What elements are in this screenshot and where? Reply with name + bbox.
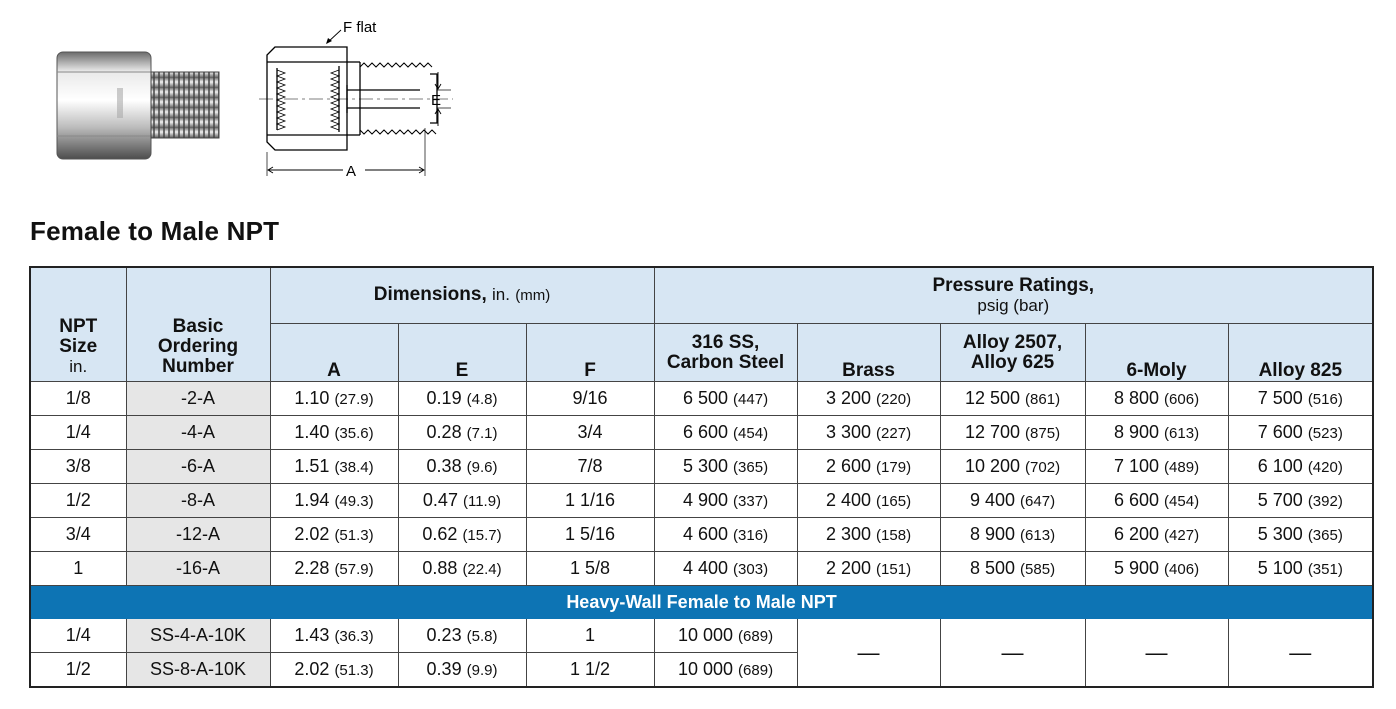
cell-dim-e-metric: (9.6) <box>466 459 498 476</box>
cell-rating-316ss-metric: (689) <box>738 662 774 679</box>
cell-npt-size <box>30 416 126 450</box>
header-col-e: E <box>398 324 526 382</box>
cell-rating-316ss-metric: (454) <box>733 425 769 442</box>
cell-dim-a-value: 1.43 <box>294 625 330 645</box>
cell-rating-6moly-metric: (613) <box>1164 425 1200 442</box>
cell-rating-alloy825 <box>1228 552 1373 586</box>
cell-rating-alloy2507-value: 12 500 <box>964 388 1021 408</box>
cell-dim-a <box>270 450 398 484</box>
cell-npt-size <box>30 518 126 552</box>
cell-dim-a <box>270 518 398 552</box>
header-ordering-1: Basic <box>172 316 224 337</box>
cell-rating-alloy825-value: 7 600 <box>1257 422 1303 442</box>
cell-rating-6moly-value: 8 800 <box>1113 388 1160 408</box>
cell-rating-alloy2507-metric: (702) <box>1025 459 1061 476</box>
cell-ordering-number <box>126 450 270 484</box>
cell-rating-brass-metric: (158) <box>876 527 912 544</box>
cell-rating-6moly <box>1085 450 1228 484</box>
cell-dim-e-metric: (4.8) <box>466 391 498 408</box>
cell-rating-brass-metric: (151) <box>876 561 912 578</box>
cell-dim-e-metric: (5.8) <box>466 628 498 645</box>
cell-rating-brass-value: 2 400 <box>825 490 872 510</box>
cell-dim-e-value: 0.28 <box>426 422 462 442</box>
cell-npt-size <box>30 450 126 484</box>
cell-dim-e <box>398 518 526 552</box>
cell-ordering-number <box>126 382 270 416</box>
cell-rating-316ss-metric: (316) <box>733 527 769 544</box>
cell-rating-6moly <box>1085 552 1228 586</box>
header-npt-size <box>30 267 126 382</box>
cell-npt-size-value: 1/2 <box>65 490 91 510</box>
cell-rating-brass-value: 2 200 <box>825 558 872 578</box>
cell-ordering-number-value: SS-8-A-10K <box>149 659 247 679</box>
cell-dim-a-value: 1.94 <box>294 490 330 510</box>
cell-rating-alloy825 <box>1228 416 1373 450</box>
header-dimensions-label: Dimensions, <box>373 284 487 305</box>
table-row <box>30 416 1373 450</box>
header-alloy2507-line1: Alloy 2507, <box>962 331 1063 353</box>
cell-rating-6moly <box>1085 416 1228 450</box>
cell-ordering-number-value: -4-A <box>180 422 215 442</box>
cell-rating-alloy825-value: 7 500 <box>1257 388 1303 408</box>
cell-rating-brass <box>797 416 940 450</box>
cell-npt-size <box>30 619 126 653</box>
cell-rating-alloy2507 <box>940 416 1085 450</box>
cell-ordering-number-value: -2-A <box>180 388 215 408</box>
cell-dim-f <box>526 450 654 484</box>
cell-ordering-number <box>126 619 270 653</box>
cell-dim-e-value: 0.88 <box>422 558 458 578</box>
cell-dim-f <box>526 484 654 518</box>
cell-dim-e-metric: (11.9) <box>462 493 502 510</box>
cell-rating-6moly-value: 5 900 <box>1113 558 1160 578</box>
cell-dim-f-value: 1 5/8 <box>569 558 611 578</box>
cell-rating-alloy2507 <box>940 450 1085 484</box>
cell-rating-alloy825-metric: (351) <box>1307 561 1343 578</box>
cell-ordering-number <box>126 653 270 688</box>
cell-dim-a-value: 2.02 <box>294 524 330 544</box>
cell-rating-brass-metric: (220) <box>876 391 912 408</box>
header-material-alloy825: Alloy 825 <box>1228 324 1373 382</box>
cell-rating-6moly-metric: (427) <box>1164 527 1200 544</box>
cell-npt-size-value: 1/2 <box>65 659 91 679</box>
header-alloy2507-line2: Alloy 625 <box>970 351 1055 373</box>
cell-dim-e-value: 0.47 <box>422 490 458 510</box>
cell-rating-316ss <box>654 416 797 450</box>
cell-dim-f <box>526 518 654 552</box>
cell-rating-brass <box>797 518 940 552</box>
cell-rating-brass-value: 2 600 <box>825 456 872 476</box>
cell-ordering-number-value: -8-A <box>180 490 215 510</box>
table-row <box>30 382 1373 416</box>
cell-npt-size-value: 1/8 <box>65 388 91 408</box>
header-ordering-2: Ordering <box>157 336 239 357</box>
header-ordering-3: Number <box>162 356 234 377</box>
cell-dim-e-value: 0.38 <box>426 456 462 476</box>
cell-rating-alloy2507-metric: (585) <box>1020 561 1056 578</box>
cell-dim-e <box>398 653 526 688</box>
cell-dim-e <box>398 619 526 653</box>
cell-rating-6moly-metric: (606) <box>1164 391 1200 408</box>
cell-rating-brass-value: 2 300 <box>825 524 872 544</box>
cell-rating-6moly-metric: (489) <box>1164 459 1200 476</box>
cell-rating-6moly-metric: (454) <box>1164 493 1200 510</box>
cell-rating-alloy2507-value: 9 400 <box>969 490 1016 510</box>
cell-dim-a-metric: (36.3) <box>334 628 374 645</box>
cell-rating-316ss <box>654 484 797 518</box>
cell-dim-e-metric: (15.7) <box>462 527 502 544</box>
cell-rating-316ss-value: 10 000 <box>677 625 734 645</box>
cell-dim-f <box>526 382 654 416</box>
cell-ordering-number-value: -6-A <box>180 456 215 476</box>
cell-dim-f-value: 1 1/16 <box>564 490 616 510</box>
cell-dim-a <box>270 619 398 653</box>
header-material-6moly: 6-Moly <box>1085 324 1228 382</box>
cell-npt-size-value: 3/8 <box>65 456 91 476</box>
cell-rating-alloy825 <box>1228 382 1373 416</box>
cell-rating-6moly <box>1085 382 1228 416</box>
cell-rating-alloy2507-na: — <box>940 619 1085 688</box>
cell-dim-a <box>270 484 398 518</box>
cell-rating-alloy825-metric: (523) <box>1307 425 1343 442</box>
cell-rating-brass <box>797 484 940 518</box>
heavy-wall-title: Heavy-Wall Female to Male NPT <box>30 586 1373 619</box>
header-dimensions-mm: (mm) <box>515 287 551 304</box>
cell-rating-alloy2507-value: 10 200 <box>964 456 1021 476</box>
cell-dim-a-metric: (51.3) <box>334 662 374 679</box>
cell-rating-6moly <box>1085 518 1228 552</box>
cell-npt-size <box>30 382 126 416</box>
header-size-label: Size <box>59 336 98 357</box>
header-pressure-ratings <box>654 267 1373 324</box>
cell-rating-alloy825 <box>1228 518 1373 552</box>
table-row <box>30 450 1373 484</box>
cell-rating-alloy825 <box>1228 450 1373 484</box>
cell-dim-e <box>398 382 526 416</box>
header-material-brass: Brass <box>797 324 940 382</box>
cell-dim-a-metric: (27.9) <box>334 391 374 408</box>
cell-rating-316ss-metric: (337) <box>733 493 769 510</box>
cell-ordering-number-value: -12-A <box>175 524 220 544</box>
cell-rating-6moly-na: — <box>1085 619 1228 688</box>
cell-ordering-number <box>126 416 270 450</box>
cell-dim-a-metric: (57.9) <box>334 561 374 578</box>
cell-dim-a <box>270 552 398 586</box>
cell-rating-6moly-value: 6 200 <box>1113 524 1160 544</box>
cell-dim-f <box>526 416 654 450</box>
cell-dim-f <box>526 552 654 586</box>
cell-rating-alloy825-value: 5 100 <box>1257 558 1303 578</box>
header-316ss-line2: Carbon Steel <box>666 351 785 373</box>
cell-dim-a-metric: (38.4) <box>334 459 374 476</box>
cell-dim-a-value: 1.10 <box>294 388 330 408</box>
header-ordering-number <box>126 267 270 382</box>
cell-npt-size <box>30 484 126 518</box>
header-col-f: F <box>526 324 654 382</box>
heavy-wall-rows <box>30 586 1373 688</box>
cell-npt-size-value: 1/4 <box>65 422 91 442</box>
cell-rating-alloy825-value: 5 700 <box>1257 490 1303 510</box>
cell-dim-e-value: 0.19 <box>426 388 462 408</box>
cell-dim-a <box>270 382 398 416</box>
cell-rating-alloy2507 <box>940 518 1085 552</box>
cell-rating-316ss-value: 4 900 <box>682 490 729 510</box>
cell-rating-alloy2507 <box>940 382 1085 416</box>
cell-rating-alloy825-metric: (392) <box>1307 493 1343 510</box>
cell-dim-a-value: 2.28 <box>294 558 330 578</box>
cell-rating-alloy2507-metric: (861) <box>1025 391 1061 408</box>
cell-ordering-number <box>126 484 270 518</box>
cell-rating-316ss-value: 4 400 <box>682 558 729 578</box>
header-npt-label: NPT <box>59 316 98 337</box>
cell-rating-brass-metric: (179) <box>876 459 912 476</box>
product-figures <box>0 0 460 190</box>
cell-dim-f <box>526 653 654 688</box>
cell-dim-e <box>398 450 526 484</box>
cell-rating-6moly-metric: (406) <box>1164 561 1200 578</box>
cell-dim-f-value: 1 <box>585 625 596 645</box>
cell-rating-316ss <box>654 450 797 484</box>
cell-npt-size-value: 1/4 <box>65 625 91 645</box>
header-dimensions-in: in. <box>492 285 510 304</box>
cell-rating-alloy2507-metric: (613) <box>1020 527 1056 544</box>
cell-rating-316ss-value: 5 300 <box>682 456 729 476</box>
cell-rating-alloy2507-value: 12 700 <box>964 422 1021 442</box>
cell-dim-e <box>398 484 526 518</box>
cell-dim-e-value: 0.39 <box>426 659 462 679</box>
cell-dim-a-value: 2.02 <box>294 659 330 679</box>
cell-ordering-number-value: -16-A <box>175 558 220 578</box>
cell-rating-brass-value: 3 200 <box>825 388 872 408</box>
cell-rating-316ss-value: 6 600 <box>682 422 729 442</box>
header-size-unit: in. <box>69 357 88 376</box>
cell-dim-e <box>398 416 526 450</box>
cell-dim-e <box>398 552 526 586</box>
cell-rating-alloy825 <box>1228 484 1373 518</box>
cell-dim-e-value: 0.23 <box>426 625 462 645</box>
cell-rating-316ss-metric: (689) <box>738 628 774 645</box>
table-row <box>30 552 1373 586</box>
cell-rating-brass-metric: (227) <box>876 425 912 442</box>
cell-rating-alloy2507-value: 8 500 <box>969 558 1016 578</box>
cell-rating-brass-metric: (165) <box>876 493 912 510</box>
cell-ordering-number <box>126 518 270 552</box>
cell-rating-brass <box>797 382 940 416</box>
cell-dim-a <box>270 416 398 450</box>
header-pressure-unit: psig (bar) <box>977 295 1050 315</box>
cell-ordering-number-value: SS-4-A-10K <box>149 625 247 645</box>
cell-dim-e-metric: (9.9) <box>466 662 498 679</box>
cell-ordering-number <box>126 552 270 586</box>
cell-dim-f-value: 7/8 <box>577 456 603 476</box>
cell-rating-brass <box>797 552 940 586</box>
table-row <box>30 518 1373 552</box>
cell-dim-e-metric: (22.4) <box>462 561 502 578</box>
cell-rating-316ss <box>654 653 797 688</box>
heavy-wall-band <box>30 586 1373 619</box>
cell-dim-f <box>526 619 654 653</box>
standard-rows <box>30 382 1373 586</box>
cell-rating-316ss-value: 6 500 <box>682 388 729 408</box>
a-dimension-label: A <box>346 163 357 180</box>
cell-dim-e-value: 0.62 <box>422 524 458 544</box>
spec-table <box>29 266 1374 688</box>
cell-npt-size-value: 1 <box>73 558 84 578</box>
cell-rating-alloy2507-value: 8 900 <box>969 524 1016 544</box>
cell-dim-a-value: 1.40 <box>294 422 330 442</box>
cell-rating-6moly <box>1085 484 1228 518</box>
cell-rating-6moly-value: 8 900 <box>1113 422 1160 442</box>
cell-npt-size-value: 3/4 <box>65 524 91 544</box>
table-row <box>30 484 1373 518</box>
dimension-drawing <box>255 10 455 185</box>
cell-rating-alloy825-value: 5 300 <box>1257 524 1303 544</box>
cell-rating-alloy2507 <box>940 552 1085 586</box>
cell-rating-alloy825-na: — <box>1228 619 1373 688</box>
cell-rating-316ss-metric: (303) <box>733 561 769 578</box>
cell-dim-f-value: 3/4 <box>577 422 603 442</box>
cell-rating-alloy2507-metric: (647) <box>1020 493 1056 510</box>
cell-dim-a-metric: (51.3) <box>334 527 374 544</box>
header-col-a: A <box>270 324 398 382</box>
cell-dim-a-value: 1.51 <box>294 456 330 476</box>
cell-dim-f-value: 9/16 <box>572 388 608 408</box>
fitting-photo <box>55 48 230 163</box>
cell-rating-316ss-metric: (365) <box>733 459 769 476</box>
cell-rating-alloy825-value: 6 100 <box>1257 456 1303 476</box>
cell-rating-6moly-value: 7 100 <box>1113 456 1160 476</box>
cell-dim-f-value: 1 5/16 <box>564 524 616 544</box>
cell-npt-size <box>30 552 126 586</box>
cell-rating-brass-value: 3 300 <box>825 422 872 442</box>
header-row-1 <box>30 267 1373 324</box>
cell-rating-316ss <box>654 382 797 416</box>
section-title: Female to Male NPT <box>30 216 280 246</box>
cell-rating-316ss-value: 10 000 <box>677 659 734 679</box>
header-material-316ss <box>654 324 797 382</box>
cell-dim-a <box>270 653 398 688</box>
cell-rating-brass <box>797 450 940 484</box>
cell-dim-a-metric: (49.3) <box>334 493 374 510</box>
cell-rating-316ss <box>654 518 797 552</box>
e-dimension-label: E <box>431 92 442 109</box>
header-316ss-line1: 316 SS, <box>691 331 760 353</box>
f-flat-label: F flat <box>343 19 377 36</box>
cell-rating-316ss-value: 4 600 <box>682 524 729 544</box>
cell-rating-316ss <box>654 619 797 653</box>
header-pressure-label: Pressure Ratings, <box>932 274 1095 296</box>
cell-rating-316ss-metric: (447) <box>733 391 769 408</box>
cell-rating-brass-na: — <box>797 619 940 688</box>
cell-rating-6moly-value: 6 600 <box>1113 490 1160 510</box>
cell-dim-a-metric: (35.6) <box>334 425 374 442</box>
header-dimensions <box>270 267 654 324</box>
cell-rating-alloy2507 <box>940 484 1085 518</box>
header-material-alloy2507 <box>940 324 1085 382</box>
cell-rating-alloy825-metric: (420) <box>1307 459 1343 476</box>
cell-dim-f-value: 1 1/2 <box>569 659 611 679</box>
cell-rating-316ss <box>654 552 797 586</box>
cell-rating-alloy825-metric: (365) <box>1307 527 1343 544</box>
cell-npt-size <box>30 653 126 688</box>
cell-dim-e-metric: (7.1) <box>466 425 498 442</box>
cell-rating-alloy2507-metric: (875) <box>1025 425 1061 442</box>
cell-rating-alloy825-metric: (516) <box>1307 391 1343 408</box>
table-row <box>30 619 1373 653</box>
